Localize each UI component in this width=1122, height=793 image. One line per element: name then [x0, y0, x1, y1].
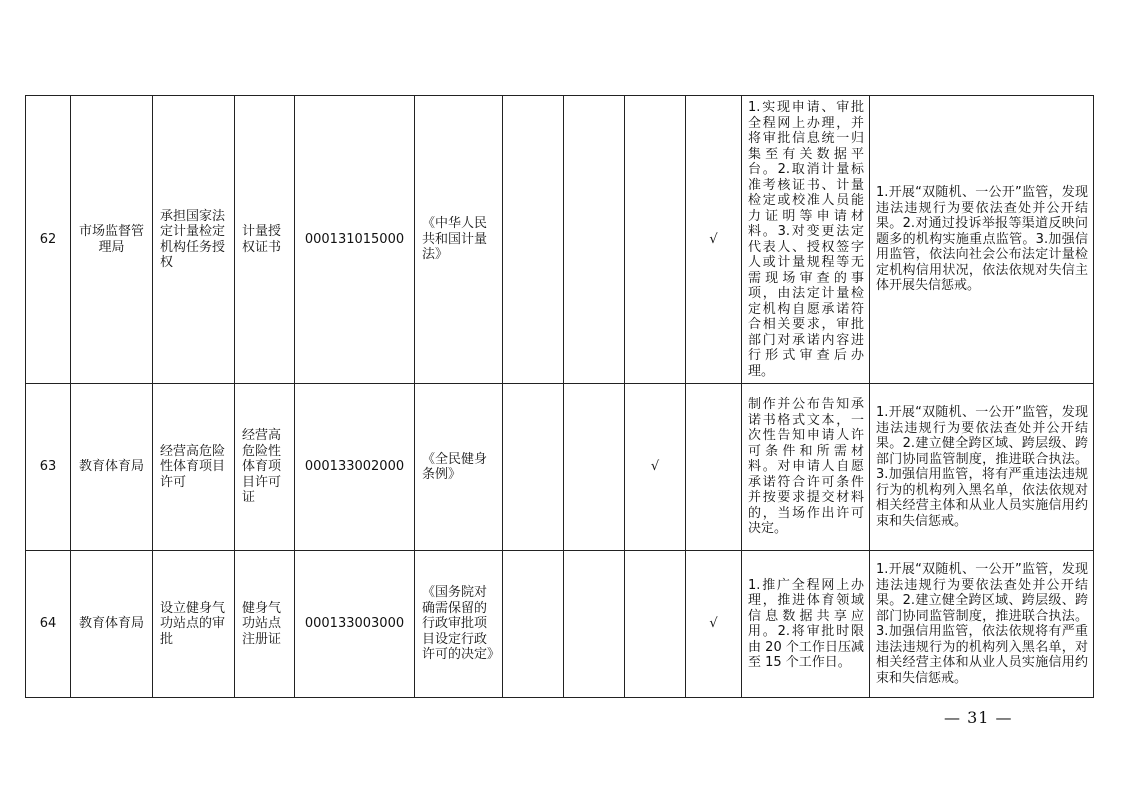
- supervision-measures-cell: 1.开展“双随机、一公开”监管，发现违法违规行为要依法查处并公开结果。2.建立健全跨区域、跨层级、跨部门协同监管制度，推进联合执法。3.加强信用监管，依法依规将有严重违法违规行为的机构列入黑名单，对相关经营主体和从业人员实施信用约束和失信惩戒。: [870, 551, 1094, 698]
- certificate-cell: 健身气功站点注册证: [235, 551, 295, 698]
- reform-mode-4-cell: [686, 384, 742, 551]
- certificate-cell: 计量授权证书: [235, 96, 295, 384]
- reform-mode-2-cell: [564, 551, 625, 698]
- reform-mode-1-cell: [503, 96, 564, 384]
- item-name-cell: 承担国家法定计量检定机构任务授权: [153, 96, 235, 384]
- item-code-cell: 000133003000: [295, 551, 415, 698]
- department-cell: 市场监督管理局: [71, 96, 153, 384]
- page-number: — 31 —: [944, 708, 1013, 727]
- reform-mode-2-cell: [564, 96, 625, 384]
- legal-basis-cell: 《全民健身条例》: [415, 384, 503, 551]
- reform-mode-1-cell: [503, 551, 564, 698]
- approval-items-table: [25, 95, 1094, 698]
- reform-measures-cell: 1.推广全程网上办理，推进体育领域信息数据共享应用。2.将审批时限由 20 个工作日压减至 15 个工作日。: [742, 551, 870, 698]
- reform-mode-3-cell: √: [625, 384, 686, 551]
- reform-mode-4-cell: √: [686, 96, 742, 384]
- table-row: [26, 96, 1094, 384]
- department-cell: 教育体育局: [71, 384, 153, 551]
- legal-basis-cell: 《中华人民共和国计量法》: [415, 96, 503, 384]
- row-number: 63: [26, 384, 71, 551]
- item-code-cell: 000133002000: [295, 384, 415, 551]
- item-name-cell: 经营高危险性体育项目许可: [153, 384, 235, 551]
- supervision-measures-cell: 1.开展“双随机、一公开”监管，发现违法违规行为要依法查处并公开结果。2.建立健全跨区域、跨层级、跨部门协同监管制度，推进联合执法。3.加强信用监管，将有严重违法违规行为的机构列入黑名单，依法依规对相关经营主体和从业人员实施信用约束和失信惩戒。: [870, 384, 1094, 551]
- reform-mode-2-cell: [564, 384, 625, 551]
- reform-mode-3-cell: [625, 96, 686, 384]
- table-row: [26, 384, 1094, 551]
- reform-mode-3-cell: [625, 551, 686, 698]
- reform-mode-4-cell: √: [686, 551, 742, 698]
- reform-measures-cell: 1.实现申请、审批全程网上办理，并将审批信息统一归集至有关数据平台。2.取消计量标准考核证书、计量检定或校准人员能力证明等申请材料。3.对变更法定代表人、授权签字人或计量规程等无需现场审查的事项，由法定计量检定机构自愿承诺符合相关要求，审批部门对承诺内容进行形式审查后办理。: [742, 96, 870, 384]
- row-number: 64: [26, 551, 71, 698]
- reform-measures-cell: 制作并公布告知承诺书格式文本，一次性告知申请人许可条件和所需材料。对申请人自愿承诺符合许可条件并按要求提交材料的，当场作出许可决定。: [742, 384, 870, 551]
- item-name-cell: 设立健身气功站点的审批: [153, 551, 235, 698]
- reform-mode-1-cell: [503, 384, 564, 551]
- item-code-cell: 000131015000: [295, 96, 415, 384]
- department-cell: 教育体育局: [71, 551, 153, 698]
- legal-basis-cell: 《国务院对确需保留的行政审批项目设定行政许可的决定》: [415, 551, 503, 698]
- certificate-cell: 经营高危险性体育项目许可证: [235, 384, 295, 551]
- row-number: 62: [26, 96, 71, 384]
- supervision-measures-cell: 1.开展“双随机、一公开”监管，发现违法违规行为要依法查处并公开结果。2.对通过投诉举报等渠道反映问题多的机构实施重点监管。3.加强信用监管，依法向社会公布法定计量检定机构信用状况，依法依规对失信主体开展失信惩戒。: [870, 96, 1094, 384]
- table-row: [26, 551, 1094, 698]
